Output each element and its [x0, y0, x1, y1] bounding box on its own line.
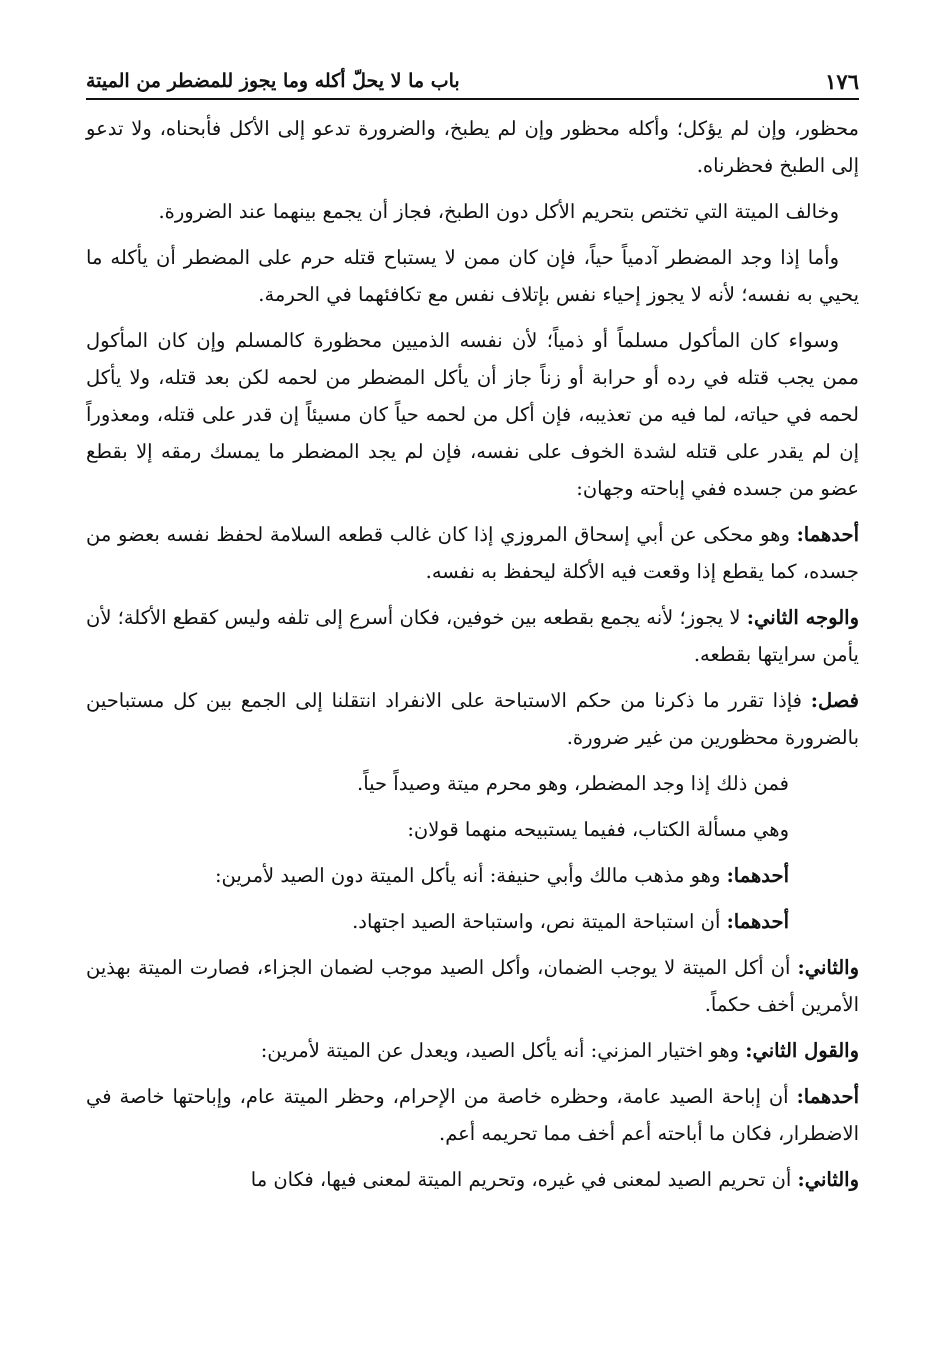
paragraph: فمن ذلك إذا وجد المضطر، وهو محرم ميتة وصيداً حياً.	[357, 772, 789, 795]
paragraph-lead: أحدهما:	[726, 910, 789, 933]
paragraph-lead: أحدهما:	[796, 523, 859, 546]
paragraph: وهي مسألة الكتاب، ففيما يستبيحه منهما قولان:	[407, 818, 789, 841]
paragraph-lead: أحدهما:	[796, 1085, 859, 1108]
header-rule	[86, 98, 859, 100]
paragraph: وسواء كان المأكول مسلماً أو ذمياً؛ لأن نفسه الذميين محظورة كالمسلم وإن كان المأكول ممن يجب قتله في رده أو حرابة أو زناً جاز أن يأكل المضطر من لحمه لكن بعد قتله، ولا يأكل لحمه في حياته، لما فيه من تعذيبه، فإن أكل من لحمه حياً كان مسيئاً إن قدر على قتله، ومعذوراً إن لم يقدر على قتله لشدة الخوف على نفسه، فإن لم يجد المضطر ما يمسك رمقه إلا بقطع عضو من جسده ففي إباحته وجهان:	[86, 329, 859, 500]
page-header	[86, 62, 859, 100]
paragraph: أحدهما: وهو مذهب مالك وأبي حنيفة: أنه يأكل الميتة دون الصيد لأمرين:	[214, 864, 789, 887]
paragraph: أحدهما: أن إباحة الصيد عامة، وحظره خاصة من الإحرام، وحظر الميتة عام، وإباحتها خاصة في الاضطرار، فكان ما أباحته أعم أخف مما تحريمه أعم.	[86, 1085, 859, 1145]
paragraph-lead: أحدهما:	[726, 864, 789, 887]
paragraph-lead: والوجه الثاني:	[746, 606, 859, 629]
paragraph: والثاني: أن تحريم الصيد لمعنى في غيره، وتحريم الميتة لمعنى فيها، فكان ما	[250, 1168, 859, 1191]
page-body	[86, 110, 859, 1312]
paragraph-lead: والقول الثاني:	[745, 1039, 859, 1062]
page-number: ١٧٦	[825, 68, 859, 94]
chapter-title: باب ما لا يحلّ أكله وما يجوز للمضطر من الميتة	[86, 70, 460, 92]
paragraph: والوجه الثاني: لا يجوز؛ لأنه يجمع بقطعه بين خوفين، فكان أسرع إلى تلفه وليس كقطع الأكلة؛ لأن يأمن سرايتها بقطعه.	[86, 606, 859, 666]
paragraph: أحدهما: أن استباحة الميتة نص، واستباحة الصيد اجتهاد.	[352, 910, 789, 933]
paragraph: محظور، وإن لم يؤكل؛ وأكله محظور وإن لم يطبخ، والضرورة تدعو إلى الأكل فأبحناه، ولا تدعو إلى الطبخ فحظرناه.	[86, 117, 859, 177]
paragraph: وأما إذا وجد المضطر آدمياً حياً، فإن كان ممن لا يستباح قتله حرم على المضطر أن يأكله ما يحيي به نفسه؛ لأنه لا يجوز إحياء نفس بإتلاف نفس مع تكافئهما في الحرمة.	[86, 246, 859, 306]
paragraph: والقول الثاني: وهو اختيار المزني: أنه يأكل الصيد، ويعدل عن الميتة لأمرين:	[260, 1039, 859, 1062]
paragraph: أحدهما: وهو محكى عن أبي إسحاق المروزي إذا كان غالب قطعه السلامة لحفظ نفسه بعضو من جسده، كما يقطع إذا وقعت فيه الأكلة ليحفظ به نفسه.	[86, 523, 859, 583]
paragraph: وخالف الميتة التي تختص بتحريم الأكل دون الطبخ، فجاز أن يجمع بينهما عند الضرورة.	[158, 200, 839, 223]
paragraph-lead: والثاني:	[797, 1168, 859, 1191]
paragraph: والثاني: أن أكل الميتة لا يوجب الضمان، وأكل الصيد موجب لضمان الجزاء، فصارت الميتة بهذين الأمرين أخف حكماً.	[86, 956, 859, 1016]
section-paragraph: فصل: فإذا تقرر ما ذكرنا من حكم الاستباحة على الانفراد انتقلنا إلى الجمع بين كل مستباحين بالضرورة محظورين من غير ضرورة.	[86, 689, 859, 749]
paragraph-lead: والثاني:	[797, 956, 859, 979]
section-label: فصل:	[810, 689, 859, 712]
